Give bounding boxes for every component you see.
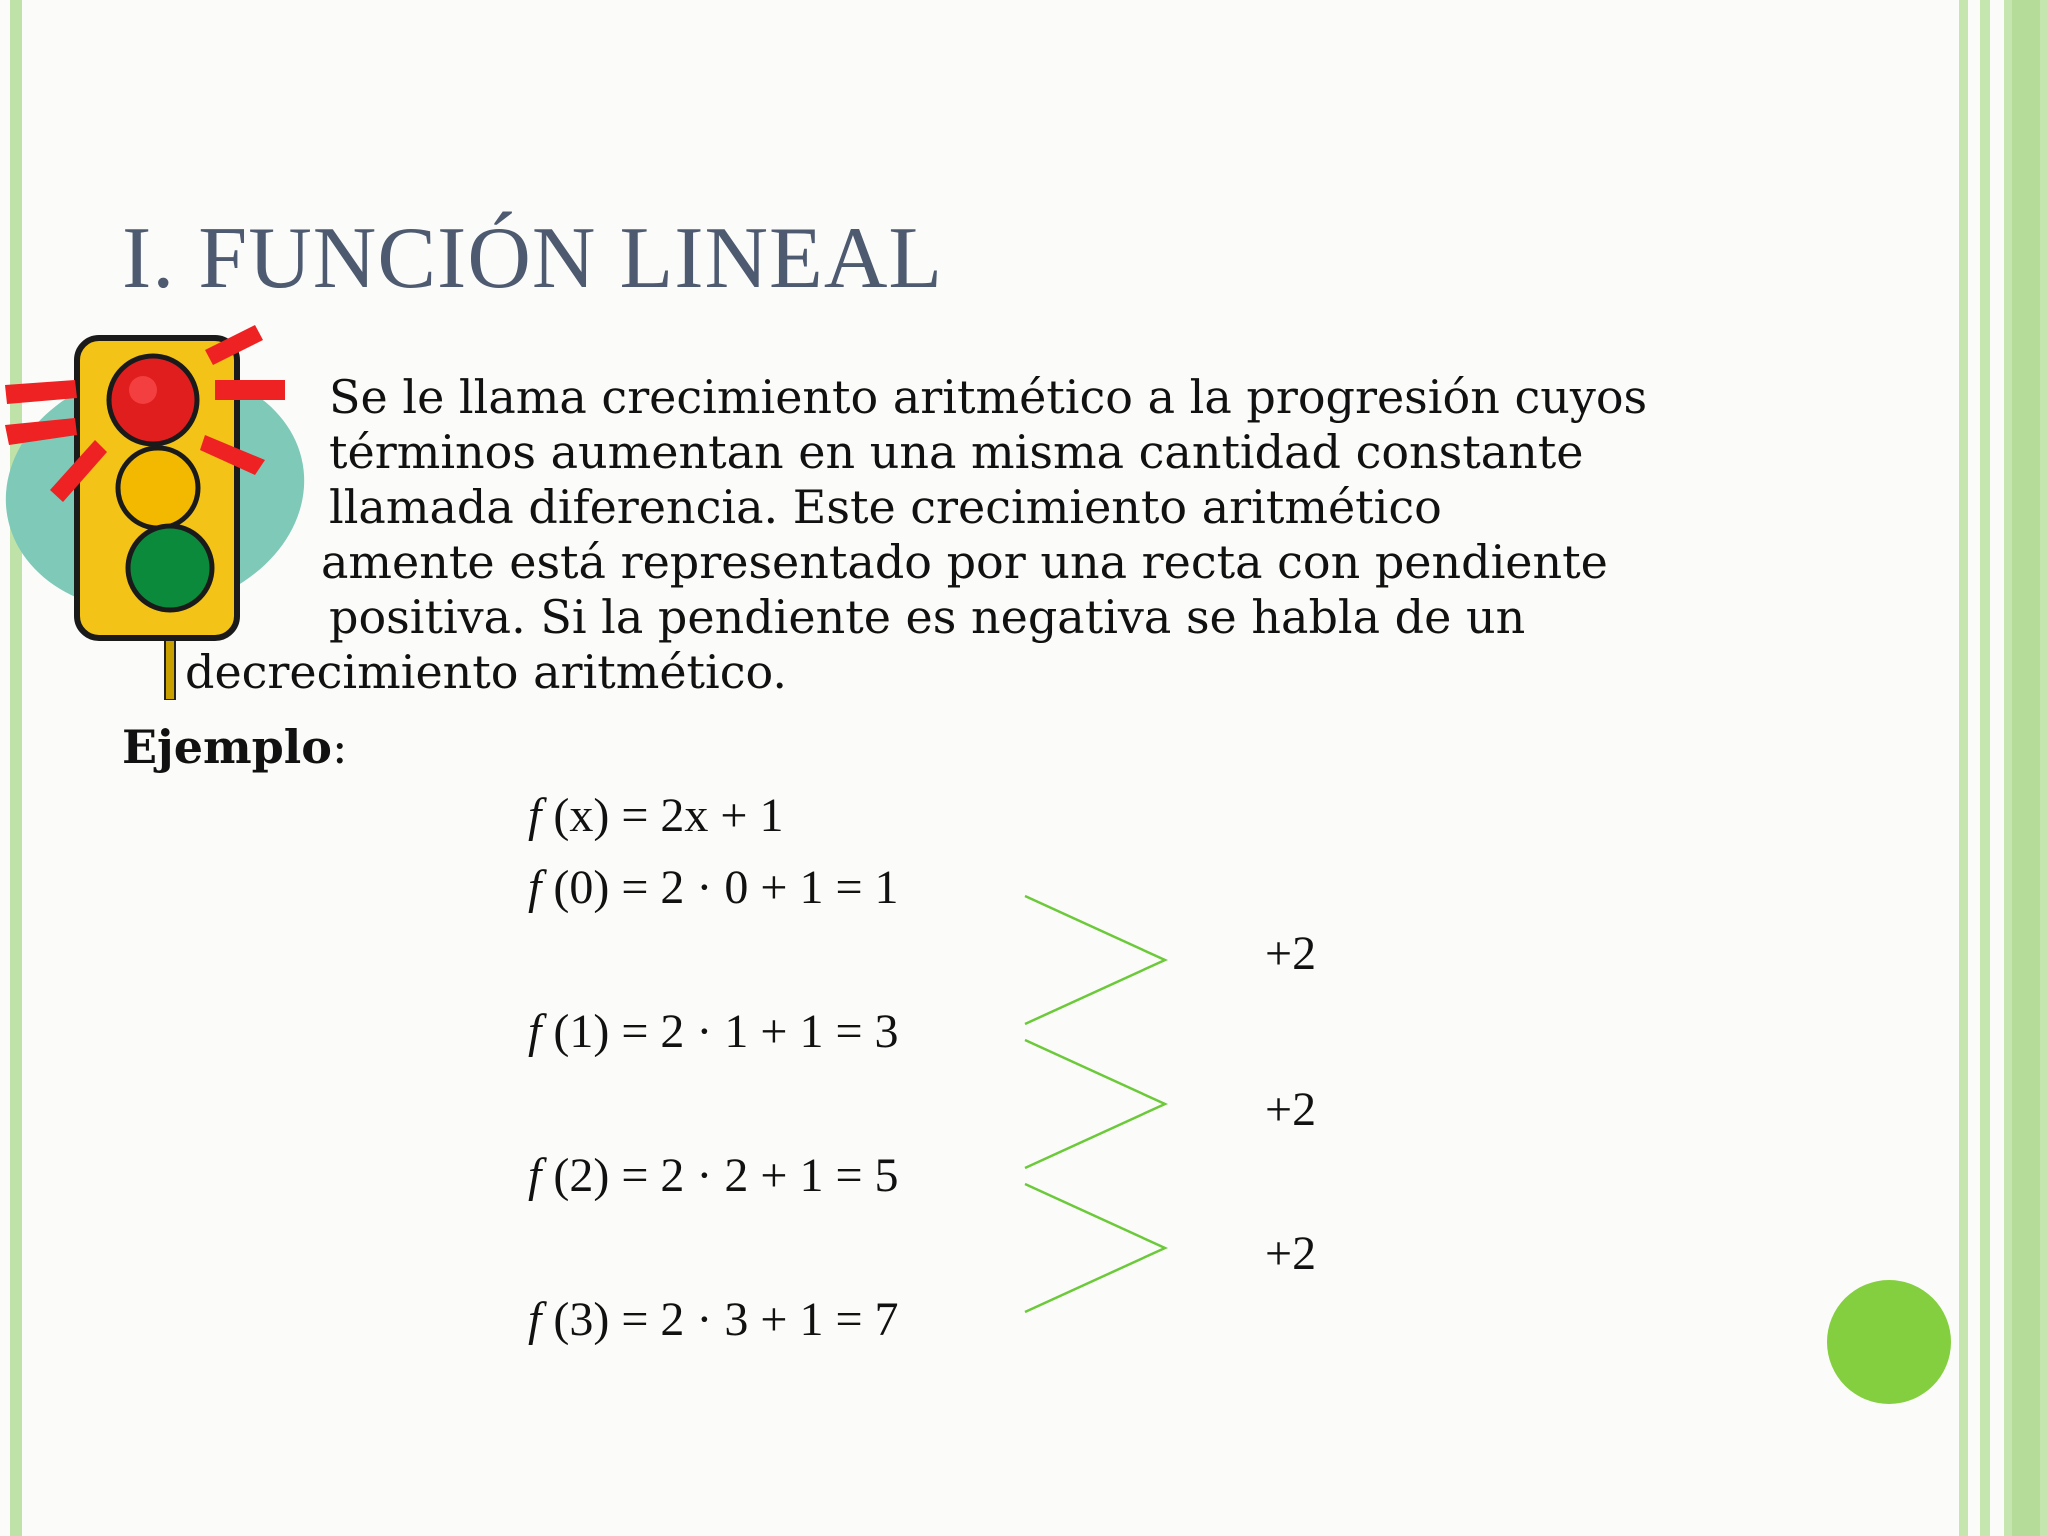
paragraph-line: llamada diferencia. Este crecimiento aritmético (329, 480, 1442, 534)
left-border-bar (10, 0, 22, 1536)
paragraph-line: decrecimiento aritmético. (185, 645, 788, 699)
equation-row: f (0) = 2 · 0 + 1 = 1 (528, 861, 899, 914)
difference-arrows (1000, 880, 1200, 1340)
example-colon: : (331, 720, 348, 774)
equation-row: f (1) = 2 · 1 + 1 = 3 (528, 1005, 899, 1058)
equation-row: f (x) = 2x + 1 (528, 789, 784, 842)
difference-label: +2 (1265, 927, 1317, 980)
difference-label: +2 (1265, 1083, 1317, 1136)
difference-label: +2 (1265, 1227, 1317, 1280)
decorative-green-circle (1827, 1280, 1951, 1404)
traffic-light-icon (5, 320, 315, 700)
paragraph-line: Se le llama crecimiento aritmético a la progresión cuyos (329, 370, 1648, 424)
right-border-stripe (1980, 0, 1990, 1536)
slide-title: I. FUNCIÓN LINEAL (122, 210, 944, 307)
paragraph-line: positiva. Si la pendiente es negativa se habla de un (329, 590, 1526, 644)
paragraph-line: amente está representado por una recta con pendiente (321, 535, 1608, 589)
equation-row: f (2) = 2 · 2 + 1 = 5 (528, 1149, 899, 1202)
paragraph-line: términos aumentan en una misma cantidad constante (329, 425, 1584, 479)
example-label (122, 720, 347, 774)
right-border-stripe (2012, 0, 2040, 1536)
example-label-text: Ejemplo (122, 720, 332, 774)
right-border-stripe (1959, 0, 1968, 1536)
equation-row: f (3) = 2 · 3 + 1 = 7 (528, 1293, 899, 1346)
